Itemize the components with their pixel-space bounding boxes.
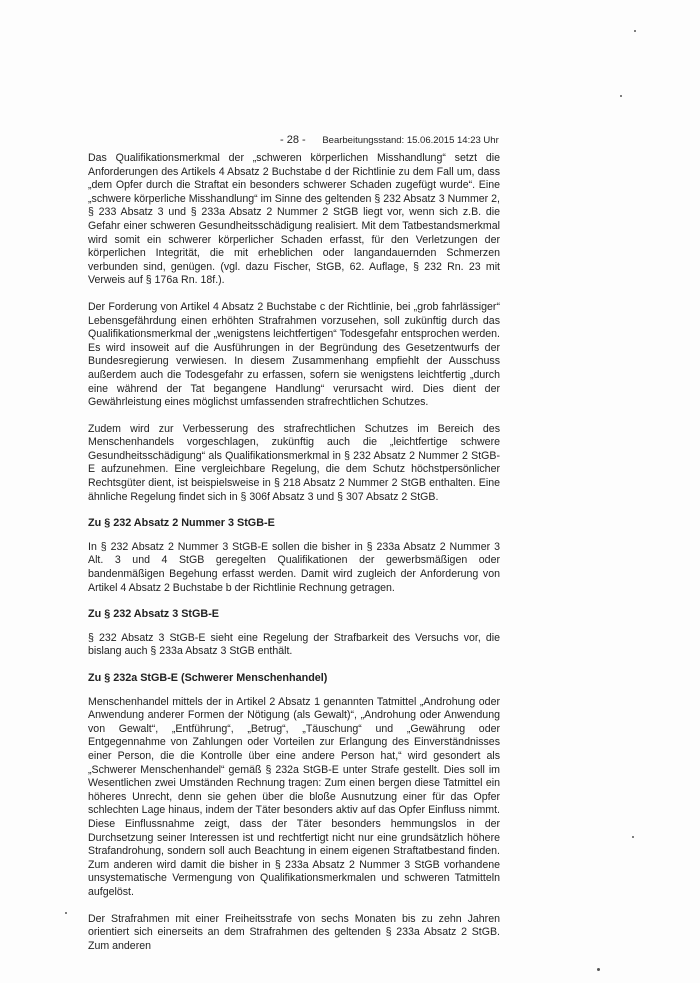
scan-speck <box>597 968 600 971</box>
revision-status: Bearbeitungsstand: 15.06.2015 14:23 Uhr <box>322 135 499 146</box>
scan-speck <box>620 95 622 97</box>
scan-speck <box>634 30 636 32</box>
section-heading: Zu § 232 Absatz 2 Nummer 3 StGB-E <box>88 517 275 530</box>
paragraph: § 232 Absatz 3 StGB-E sieht eine Regelung der Strafbarkeit des Versuchs vor, die bislang auch § 233a Absatz 3 StGB enthält. <box>88 631 500 658</box>
paragraph: Der Forderung von Artikel 4 Absatz 2 Buchstabe c der Richtlinie, bei „grob fahrlässiger“ Lebensgefährdung einen erhöhten Strafrahmen vorzusehen, soll zukünftig durch das Qualifikationsmerkmal der „wenigstens leichtfertigen“ Todesgefahr entsprochen werden. Es wird insoweit auf die Ausführungen in der Begründung des Gesetzentwurfs der Bundesregierung verwiesen. In diesem Zusammenhang empfiehlt der Ausschuss außerdem auch die Todesgefahr zu erfassen, sofern sie wenigstens leichtfertig „durch eine während der Tat begangene Handlung“ verursacht wird. Dies dient der Gewährleistung eines möglichst umfassenden strafrechtlichen Schutzes. <box>88 300 500 409</box>
section-heading: Zu § 232 Absatz 3 StGB-E <box>88 608 219 621</box>
paragraph: Menschenhandel mittels der in Artikel 2 Absatz 1 genannten Tatmittel „Androhung oder Anwendung anderer Formen der Nötigung (als Gewalt)“, „Androhung oder Anwendung von Gewalt“, „Entführung“, „Betrug“, „Täuschung“ und „Gewährung oder Entgegennahme von Zahlungen oder Vorteilen zur Erlangung des Einverständnisses einer Person, die die Kontrolle über eine andere Person hat,“ wird gesondert als „Schwerer Menschenhandel“ gemäß § 232a StGB-E unter Strafe gestellt. Dies soll im Wesentlichen zwei Umständen Rechnung tragen: Zum einen bergen diese Tatmittel ein höheres Unrecht, denn sie gehen über die bloße Ausnutzung einer für das Opfer schlechten Lage hinaus, indem der Täter besonders aktiv auf das Opfer Einfluss nimmt. Diese Einflussnahme zeigt, dass der Täter besonders hemmungslos in der Durchsetzung seiner Interessen ist und rechtfertigt nicht nur eine grundsätzlich höhere Strafandrohung, sondern soll auch Beachtung in einem eigenen Straftatbestand finden. Zum anderen wird damit die bisher in § 233a Absatz 2 Nummer 3 StGB vorhandene unsystematische Vermengung von Qualifikationsmerkmalen und schweren Tatmitteln aufgelöst. <box>88 695 500 898</box>
paragraph: In § 232 Absatz 2 Nummer 3 StGB-E sollen die bisher in § 233a Absatz 2 Nummer 3 Alt. 3 und 4 StGB geregelten Qualifikationen der gewerbsmäßigen oder bandenmäßigen Begehung erfasst werden. Damit wird zugleich der Anforderung von Artikel 4 Absatz 2 Buchstabe b der Richtlinie Rechnung getragen. <box>88 540 500 594</box>
page-number: - 28 - <box>280 134 306 146</box>
page-header <box>280 134 520 146</box>
document-body <box>88 152 500 966</box>
scan-speck <box>632 836 634 838</box>
section-heading: Zu § 232a StGB-E (Schwerer Menschenhandel) <box>88 672 328 684</box>
scan-speck <box>65 912 67 914</box>
paragraph: Das Qualifikationsmerkmal der „schweren körperlichen Misshandlung“ setzt die Anforderungen des Artikels 4 Absatz 2 Buchstabe d der Richtlinie zu dem Fall um, dass „dem Opfer durch die Straftat ein besonders schwerer Schaden zugefügt wurde“. Eine „schwere körperliche Misshandlung“ im Sinne des geltenden § 232 Absatz 3 Nummer 2, § 233 Absatz 3 und § 233a Absatz 2 Nummer 2 StGB liegt vor, wenn sich z.B. die Gefahr einer schweren Gesundheitsschädigung realisiert. Mit dem Tatbestandsmerkmal wird somit ein schwerer körperlicher Schaden erfasst, für den Verletzungen der körperlichen Integrität, die mit erheblichen oder langandauernden Schmerzen verbunden sind, genügen. (vgl. dazu Fischer, StGB, 62. Auflage, § 232 Rn. 23 mit Verweis auf § 176a Rn. 18f.). <box>88 152 500 287</box>
paragraph: Der Strafrahmen mit einer Freiheitsstrafe von sechs Monaten bis zu zehn Jahren orientiert sich einerseits an dem Strafrahmen des geltenden § 233a Absatz 2 StGB. Zum anderen <box>88 912 500 952</box>
paragraph: Zudem wird zur Verbesserung des strafrechtlichen Schutzes im Bereich des Menschenhandels vorgeschlagen, zukünftig auch die „leichtfertige schwere Gesundheitsschädigung“ als Qualifikationsmerkmal in § 232 Absatz 2 Nummer 2 StGB-E aufzunehmen. Eine vergleichbare Regelung, die dem Schutz höchstpersönlicher Rechtsgüter dient, ist beispielsweise in § 218 Absatz 2 Nummer 2 StGB enthalten. Eine ähnliche Regelung findet sich in § 306f Absatz 3 und § 307 Absatz 2 StGB. <box>88 422 500 503</box>
